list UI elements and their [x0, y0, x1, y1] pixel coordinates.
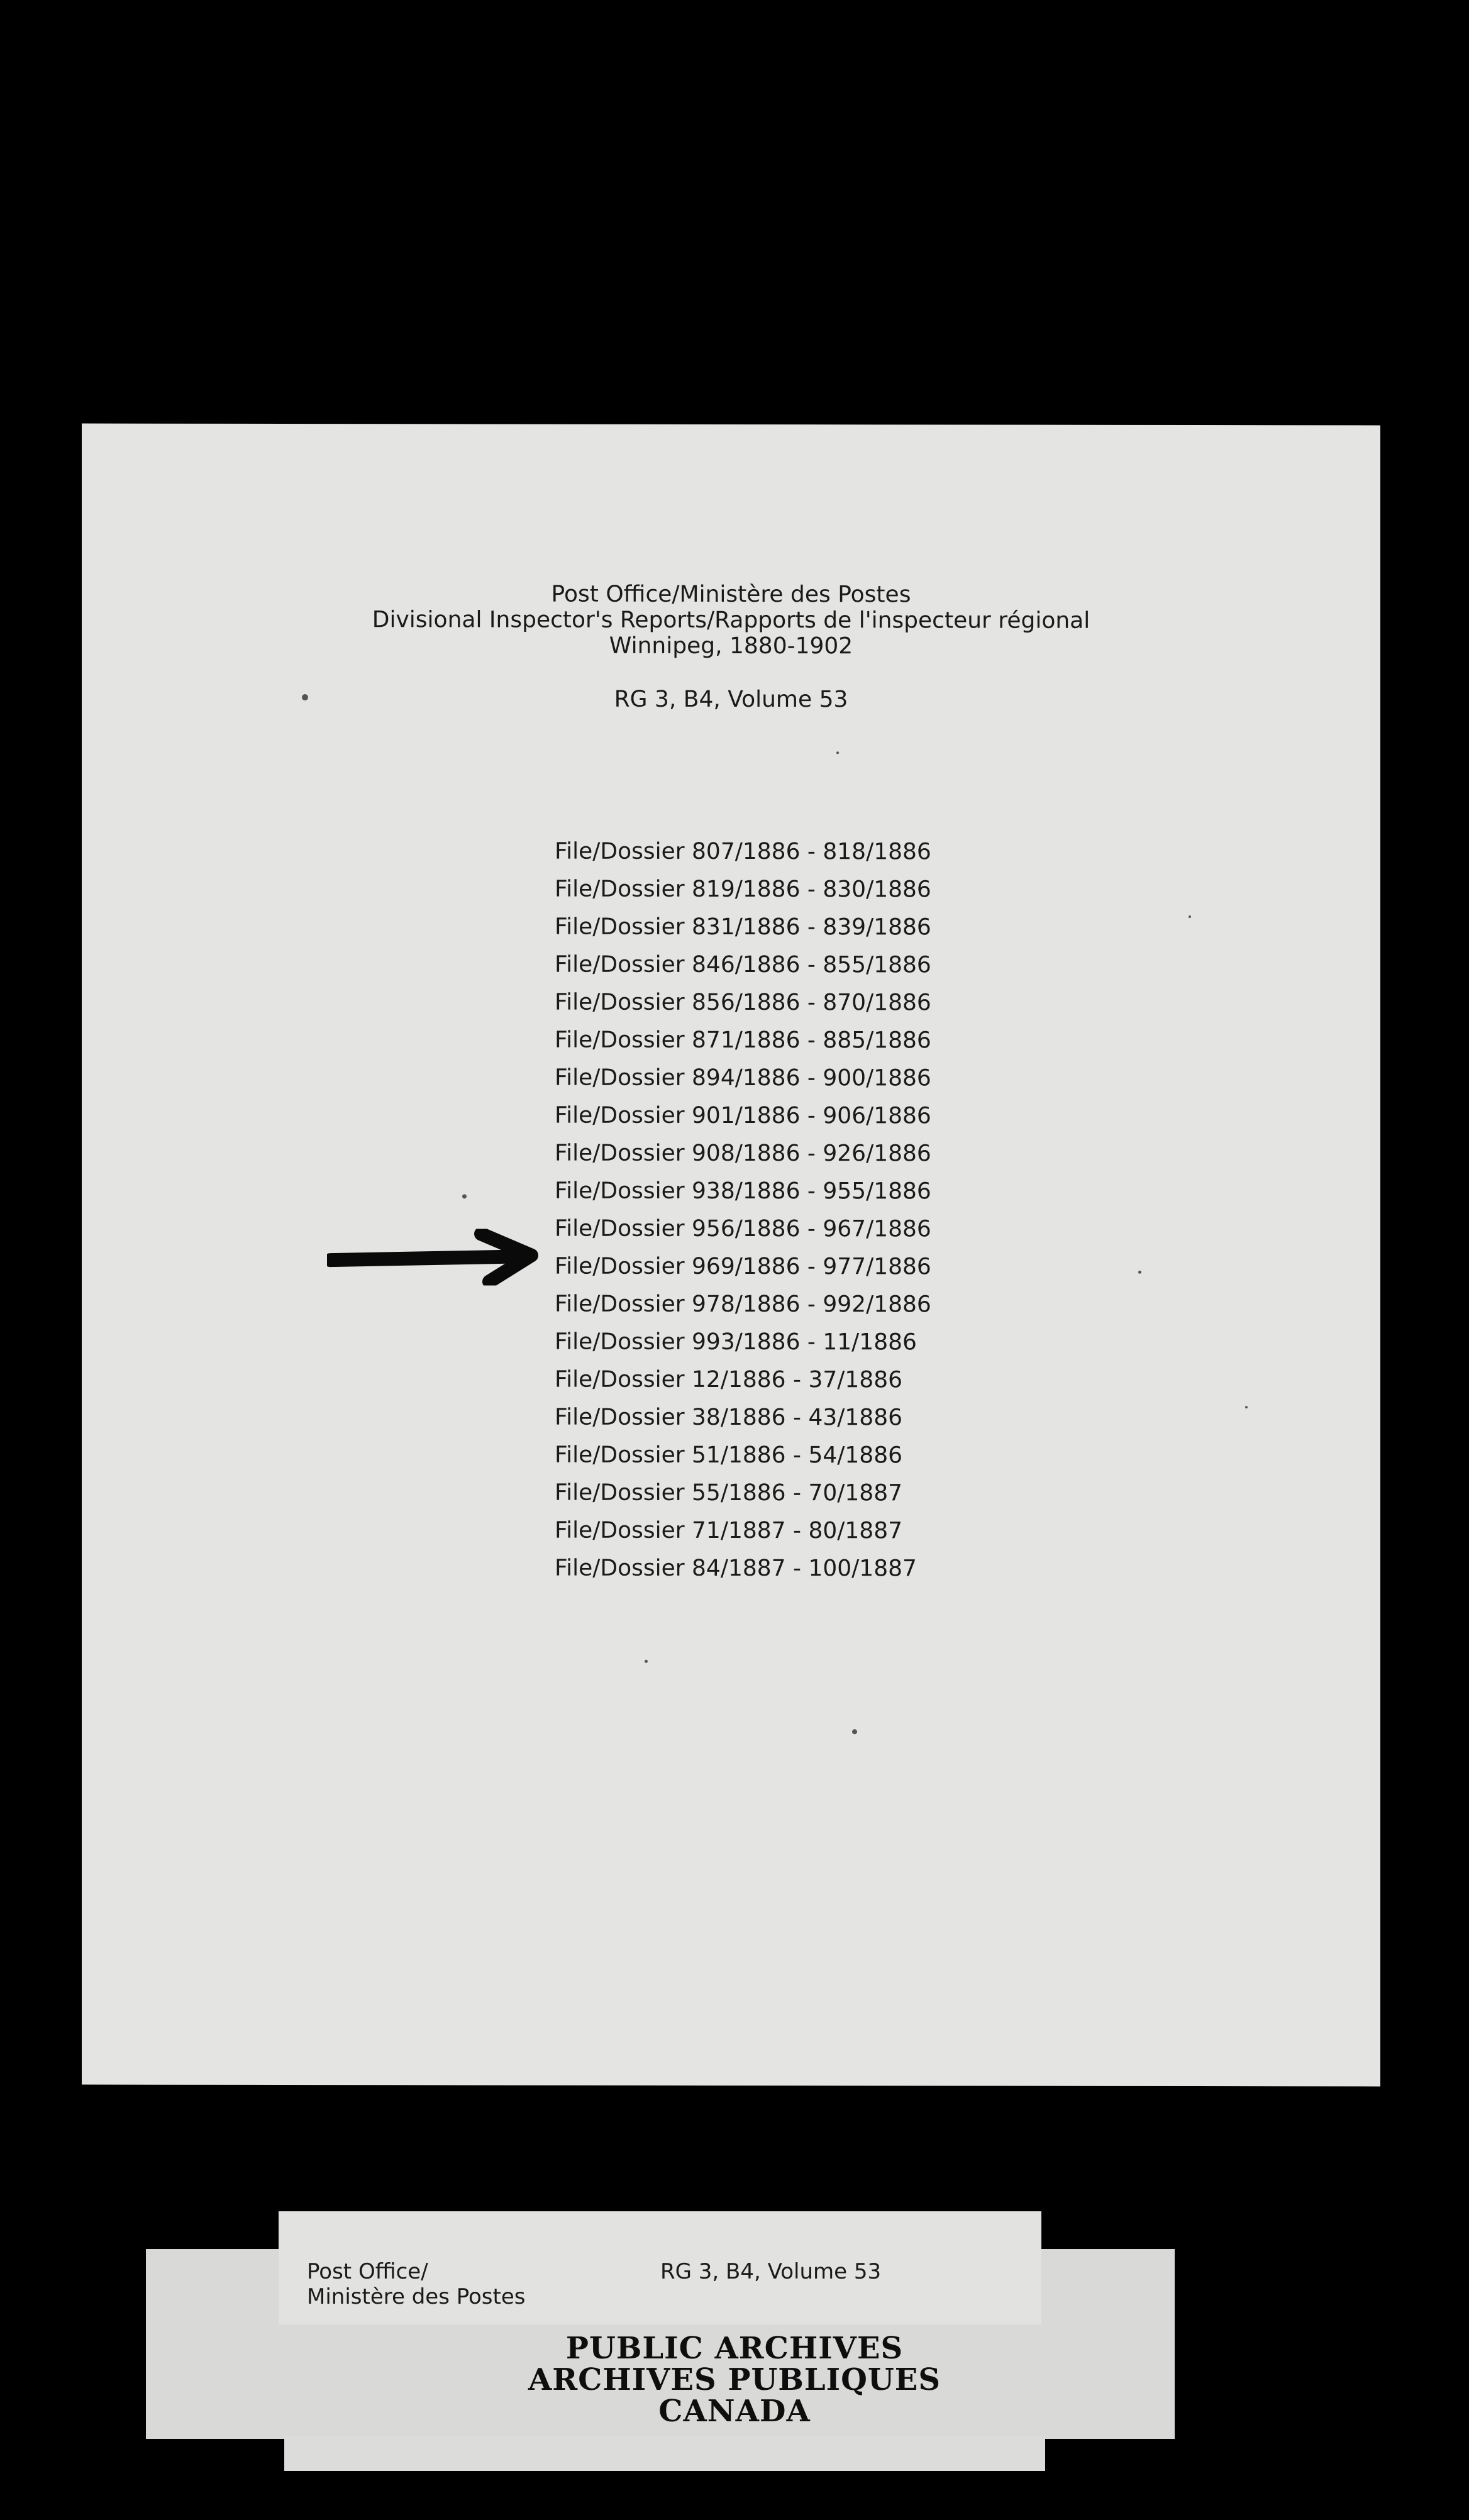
file-entry: File/Dossier 901/1886 - 906/1886: [555, 1102, 931, 1129]
file-entry: File/Dossier 871/1886 - 885/1886: [555, 1027, 931, 1054]
file-entry: File/Dossier 51/1886 - 54/1886: [555, 1442, 903, 1469]
file-entry: File/Dossier 807/1886 - 818/1886: [555, 838, 931, 865]
archives-stamp: [0, 2333, 1469, 2427]
file-list: [555, 833, 931, 1588]
archives-line-3: CANADA: [658, 2394, 811, 2429]
paper-specks: [82, 424, 1380, 426]
file-entry: File/Dossier 846/1886 - 855/1886: [555, 951, 931, 978]
file-entry: File/Dossier 84/1887 - 100/1887: [555, 1555, 917, 1582]
file-entry: File/Dossier 71/1887 - 80/1887: [555, 1517, 903, 1544]
file-entry: File/Dossier 38/1886 - 43/1886: [555, 1404, 903, 1431]
file-entry: File/Dossier 938/1886 - 955/1886: [555, 1178, 931, 1205]
file-entry: File/Dossier 956/1886 - 967/1886: [555, 1215, 931, 1242]
file-entry: File/Dossier 978/1886 - 992/1886: [555, 1291, 931, 1318]
label-department: [307, 2259, 526, 2309]
document-header: [82, 581, 1380, 714]
header-line-3: Winnipeg, 1880-1902: [609, 633, 853, 660]
document-page: [82, 424, 1380, 2087]
file-entry: File/Dossier 894/1886 - 900/1886: [555, 1064, 931, 1091]
label-reference: RG 3, B4, Volume 53: [660, 2259, 882, 2284]
archives-line-2: ARCHIVES PUBLIQUES: [528, 2362, 941, 2397]
label-department-line-2: Ministère des Postes: [307, 2284, 526, 2309]
file-entry: File/Dossier 55/1886 - 70/1887: [555, 1479, 903, 1506]
file-entry: File/Dossier 856/1886 - 870/1886: [555, 989, 931, 1016]
file-entry: File/Dossier 831/1886 - 839/1886: [555, 914, 931, 941]
archives-line-1: PUBLIC ARCHIVES: [565, 2331, 904, 2366]
file-entry: File/Dossier 819/1886 - 830/1886: [555, 876, 931, 903]
header-line-1: Post Office/Ministère des Postes: [551, 581, 911, 608]
file-entry: File/Dossier 908/1886 - 926/1886: [555, 1140, 931, 1167]
file-entry: File/Dossier 993/1886 - 11/1886: [555, 1329, 917, 1356]
archive-label-bottom-tab: [284, 2436, 1045, 2471]
label-department-line-1: Post Office/: [307, 2259, 428, 2284]
pointer-arrow-icon: [327, 1229, 553, 1286]
header-reference: RG 3, B4, Volume 53: [614, 686, 848, 713]
header-line-2: Divisional Inspector's Reports/Rapports de l'inspecteur régional: [372, 607, 1090, 634]
file-entry: File/Dossier 12/1886 - 37/1886: [555, 1366, 903, 1393]
file-entry-highlighted: File/Dossier 969/1886 - 977/1886: [555, 1253, 931, 1280]
